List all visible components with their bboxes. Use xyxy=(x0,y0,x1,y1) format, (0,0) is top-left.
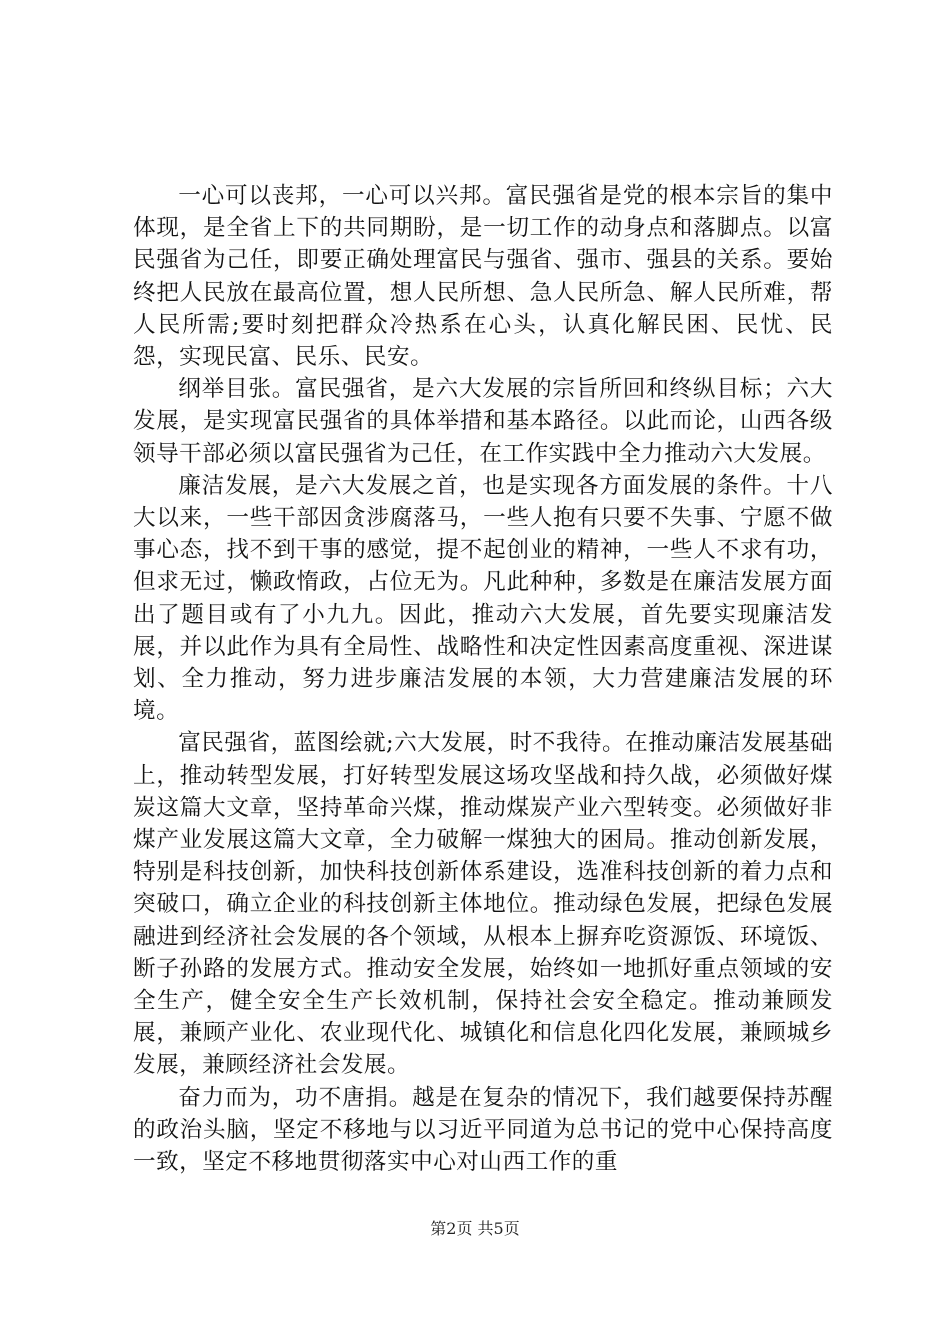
paragraph-2: 纲举目张。富民强省，是六大发展的宗旨所回和终纵目标；六大发展，是实现富民强省的具体举措和基本路径。以此而论，山西各级领导干部必须以富民强省为己任，在工作实践中全力推动六大发展。 xyxy=(133,376,833,467)
page-number-footer: 第2页 共5页 xyxy=(430,1219,520,1238)
document-body xyxy=(133,180,833,1178)
paragraph-5: 奋力而为，功不唐捐。越是在复杂的情况下，我们越要保持苏醒的政治头脑，坚定不移地与以习近平同道为总书记的党中心保持高度一致，坚定不移地贯彻落实中心对山西工作的重 xyxy=(133,1084,833,1176)
paragraph-4: 富民强省，蓝图绘就;六大发展，时不我待。在推动廉洁发展基础上，推动转型发展，打好转型发展这场攻坚战和持久战，必须做好煤炭这篇大文章，坚持革命兴煤，推动煤炭产业六型转变。必须做好非煤产业发展这篇大文章，全力破解一煤独大的困局。推动创新发展，特别是科技创新，加快科技创新体系建设，选准科技创新的着力点和突破口，确立企业的科技创新主体地位。推动绿色发展，把绿色发展融进到经济社会发展的各个领域，从根本上摒弃吃资源饭、环境饭、断子孙路的发展方式。推动安全发展，始终如一地抓好重点领域的安全生产，健全安全生产长效机制，保持社会安全稳定。推动兼顾发展，兼顾产业化、农业现代化、城镇化和信息化四化发展，兼顾城乡发展，兼顾经济社会发展。 xyxy=(133,730,833,1079)
paragraph-3: 廉洁发展，是六大发展之首，也是实现各方面发展的条件。十八大以来，一些干部因贪涉腐落马，一些人抱有只要不失事、宁愿不做事心态，找不到干事的感觉，提不起创业的精神，一些人不求有功，但求无过，懒政惰政，占位无为。凡此种种，多数是在廉洁发展方面出了题目或有了小九九。因此，推动六大发展，首先要实现廉洁发展，并以此作为具有全局性、战略性和决定性因素高度重视、深进谋划、全力推动，努力进步廉洁发展的本领，大力营建廉洁发展的环境。 xyxy=(133,472,833,725)
paragraph-1: 一心可以丧邦，一心可以兴邦。富民强省是党的根本宗旨的集中体现，是全省上下的共同期盼，是一切工作的动身点和落脚点。以富民强省为己任，即要正确处理富民与强省、强市、强县的关系。要始终把人民放在最高位置，想人民所想、急人民所急、解人民所难，帮人民所需;要时刻把群众冷热系在心头，认真化解民困、民忧、民怨，实现民富、民乐、民安。 xyxy=(133,183,833,371)
